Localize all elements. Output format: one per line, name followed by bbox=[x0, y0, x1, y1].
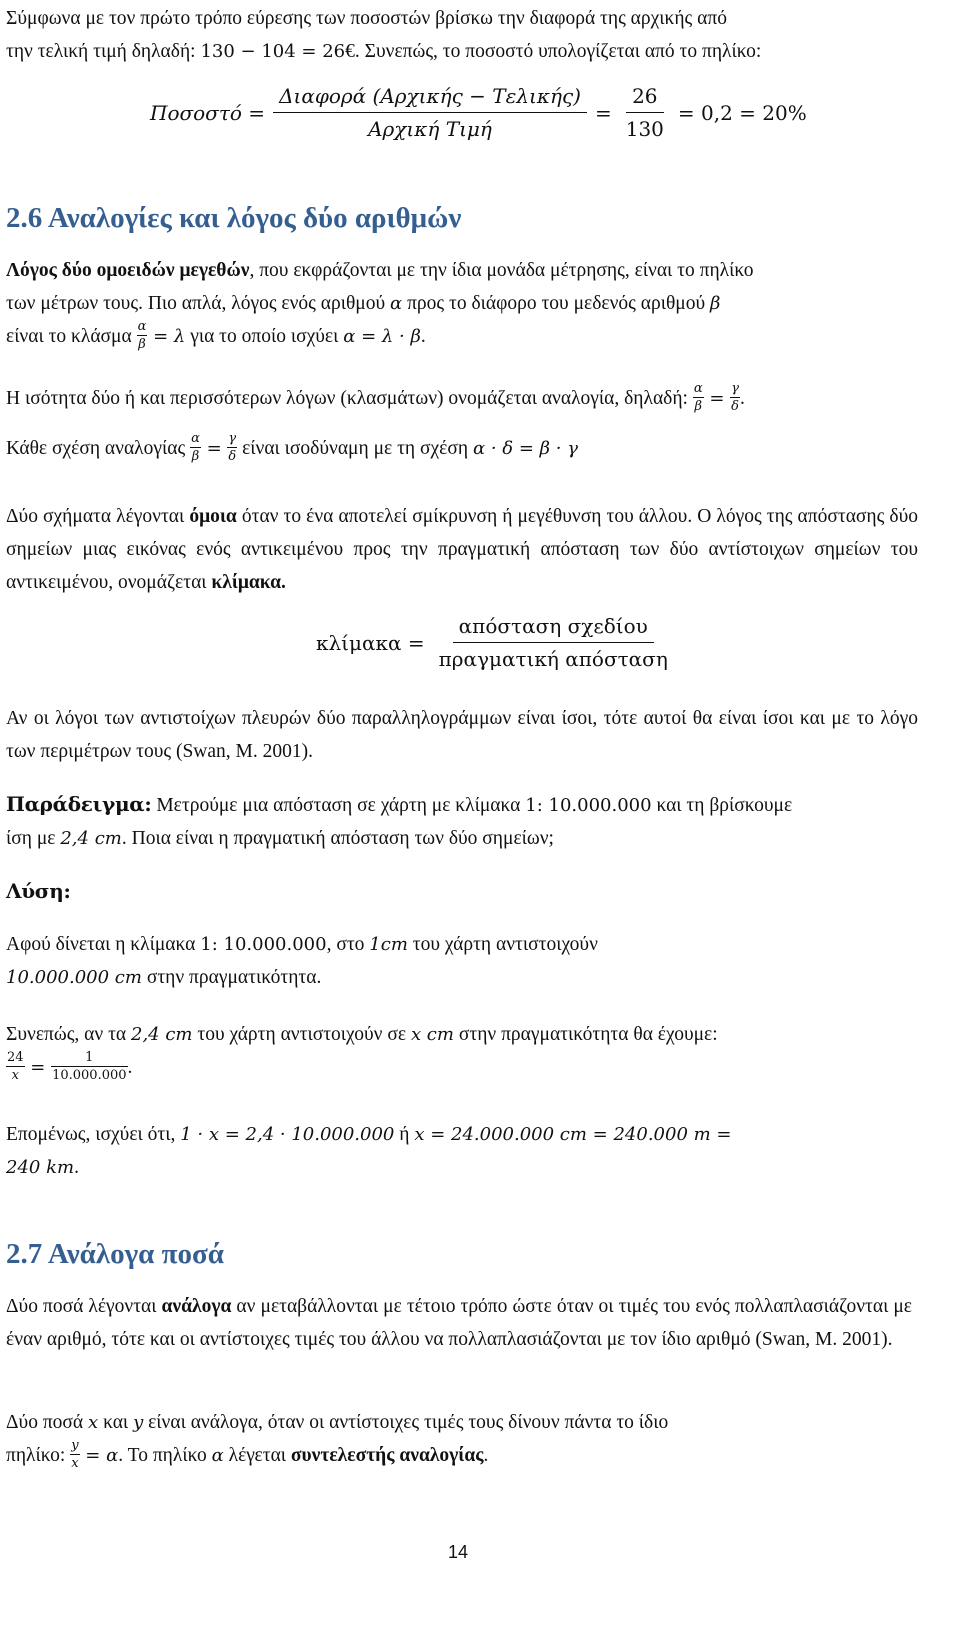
step3-or: ή bbox=[394, 1124, 415, 1145]
quot-text1: Δύο ποσά bbox=[6, 1412, 89, 1433]
step3-end: . bbox=[74, 1157, 79, 1178]
example-label: Παράδειγμα: bbox=[6, 792, 152, 816]
frac-alpha-beta-2 bbox=[190, 432, 201, 463]
example-text1: Μετρούμε μια απόσταση σε χάρτη με κλίμακα bbox=[151, 795, 526, 816]
scale-formula bbox=[316, 614, 682, 671]
quot-text6: λέγεται bbox=[223, 1445, 291, 1466]
solution-step1 bbox=[6, 928, 958, 994]
proportion-relation bbox=[6, 432, 958, 465]
proportional-term: ανάλογα bbox=[161, 1296, 232, 1317]
intro-math: 130 − 104 = 26 bbox=[200, 41, 346, 62]
scale-denominator: πραγματική απόσταση bbox=[438, 647, 668, 671]
frac-den: β bbox=[191, 449, 200, 465]
frac-num: 24 bbox=[7, 1050, 24, 1066]
formula-eq: = bbox=[594, 100, 612, 125]
frac-den: x bbox=[11, 1068, 19, 1084]
ratio-text5: για το οποίο ισχύει bbox=[185, 326, 344, 347]
intro-paragraph bbox=[6, 2, 958, 68]
frac-den: x bbox=[71, 1456, 79, 1472]
step1-text3: του χάρτη αντιστοιχούν bbox=[407, 934, 598, 955]
prop-text2: αν μεταβάλλονται με τέτοιο τρόπο ώστε όταν οι τιμές του ενός πολλαπλασιάζονται με έναν αριθμό, τότε και οι αντίστοιχες τιμές του άλλου να πολλαπλασιάζονται με τον ίδιο αριθμό (Swan, M. 2001). bbox=[6, 1296, 912, 1350]
eq-sign: = bbox=[703, 388, 731, 409]
solution-step2 bbox=[6, 1018, 918, 1084]
frac-1-scale bbox=[51, 1051, 127, 1082]
frac-num: y bbox=[71, 1438, 79, 1454]
step3-math3: 240 km bbox=[6, 1157, 75, 1178]
step1-text2: , στο bbox=[326, 934, 370, 955]
frac-num: α bbox=[191, 431, 200, 447]
quot-end: . bbox=[483, 1445, 489, 1466]
solution-label: Λύση: bbox=[6, 879, 71, 903]
ratio-text1: , που εκφράζονται με την ίδια μονάδα μέτρησης, είναι το πηλίκο bbox=[249, 260, 754, 281]
ratio-text4: είναι το κλάσμα bbox=[6, 326, 137, 347]
formula-denominator2: 130 bbox=[625, 117, 664, 141]
example-scale: 1: 10.000.000 bbox=[525, 795, 652, 816]
var-x: x bbox=[88, 1412, 99, 1433]
formula-lhs: Ποσοστό = bbox=[150, 100, 266, 125]
frac-num: α bbox=[137, 319, 147, 335]
step1-cm: 1cm bbox=[369, 934, 408, 955]
alpha-symbol: α bbox=[390, 293, 403, 314]
intro-line2a: την τελική τιμή δηλαδή: bbox=[6, 41, 201, 62]
proportion-end: . bbox=[740, 388, 745, 409]
ratio-text3: προς το διάφορο του μεδενός αριθμού bbox=[402, 293, 711, 314]
frac-den: β bbox=[138, 337, 146, 353]
prop-text1: Δύο ποσά λέγονται bbox=[6, 1296, 162, 1317]
formula-denominator: Αρχική Τιμή bbox=[368, 117, 492, 141]
intro-line2b: €. Συνεπώς, το ποσοστό υπολογίζεται από το πηλίκο: bbox=[345, 41, 762, 62]
section-2-7-heading: 2.7 Ανάλογα ποσά bbox=[6, 1238, 224, 1270]
quot-text4: πηλίκο: bbox=[6, 1445, 71, 1466]
frac-den: 10.000.000 bbox=[52, 1068, 127, 1084]
solution-label-line bbox=[6, 875, 958, 909]
formula-fraction2 bbox=[620, 84, 670, 141]
example-length: 2,4 cm bbox=[60, 828, 122, 849]
formula-numerator: Διαφορά (Αρχικής − Τελικής) bbox=[273, 84, 587, 113]
step1-text1: Αφού δίνεται η κλίμακα bbox=[6, 934, 201, 955]
proportion-definition bbox=[6, 382, 922, 415]
alpha-over-beta bbox=[137, 320, 148, 351]
ratio-equation: α = λ · β bbox=[343, 326, 421, 347]
var-y: y bbox=[133, 1412, 144, 1433]
frac-alpha-beta bbox=[693, 382, 704, 413]
solution-step3 bbox=[6, 1118, 958, 1184]
step2-text2: του χάρτη αντιστοιχούν σε bbox=[192, 1024, 411, 1045]
similar-term: όμοια bbox=[189, 506, 237, 527]
step2-text3: στην πραγματικότητα θα έχουμε: bbox=[453, 1024, 718, 1045]
parallelogram-paragraph: Αν οι λόγοι των αντιστοίχων πλευρών δύο παραλληλογράμμων είναι ίσοι, τότε αυτοί θα είναι ίσοι και με το λόγο των περιμέτρων τους (Swan, M. 2001). bbox=[6, 708, 918, 762]
similar-shapes-paragraph bbox=[6, 500, 918, 599]
step3-math1: 1 · x = 2,4 · 10.000.000 bbox=[180, 1124, 395, 1145]
scale-lhs: κλίμακα = bbox=[316, 630, 425, 655]
eq-alpha: = α bbox=[79, 1445, 119, 1466]
quot-text2: και bbox=[98, 1412, 134, 1433]
proportional-definition bbox=[6, 1290, 912, 1356]
step2-length: 2,4 cm bbox=[131, 1024, 193, 1045]
frac-num: 1 bbox=[51, 1051, 127, 1067]
formula-fraction bbox=[273, 84, 587, 141]
step3-text1: Επομένως, ισχύει ότι, bbox=[6, 1124, 181, 1145]
section-2-6-heading: 2.6 Αναλογίες και λόγος δύο αριθμών bbox=[6, 202, 462, 234]
proportion-text: Η ισότητα δύο ή και περισσότερων λόγων (κλασμάτων) ονομάζεται αναλογία, δηλαδή: bbox=[6, 388, 693, 409]
step2-text1: Συνεπώς, αν τα bbox=[6, 1024, 131, 1045]
step1-scale: 1: 10.000.000 bbox=[200, 934, 327, 955]
scale-fraction bbox=[433, 614, 674, 671]
cross-product: α · δ = β · γ bbox=[472, 438, 578, 459]
frac-gamma-delta-2 bbox=[227, 432, 237, 463]
frac-24-x bbox=[6, 1051, 25, 1082]
intro-line1: Σύμφωνα με τον πρώτο τρόπο εύρεσης των ποσοστών βρίσκω την διαφορά της αρχικής από bbox=[6, 8, 727, 29]
quot-text5: . Το πηλίκο bbox=[118, 1445, 212, 1466]
step1-text4: στην πραγματικότητα. bbox=[141, 967, 322, 988]
frac-den: β bbox=[694, 399, 702, 415]
proportional-quotient bbox=[6, 1406, 958, 1472]
step3-math2: x = 24.000.000 cm = 240.000 m = bbox=[414, 1124, 732, 1145]
relation-text2: είναι ισοδύναμη με τη σχέση bbox=[237, 438, 473, 459]
step1-value: 10.000.000 cm bbox=[6, 967, 142, 988]
ratio-end: . bbox=[420, 326, 426, 347]
scale-numerator: απόσταση σχεδίου bbox=[453, 614, 654, 643]
ratio-definition bbox=[6, 254, 958, 353]
eq-sign: = bbox=[200, 438, 228, 459]
ratio-text2: των μέτρων τους. Πιο απλά, λόγος ενός αριθμού bbox=[6, 293, 391, 314]
frac-y-x bbox=[70, 1439, 79, 1470]
frac-den: δ bbox=[228, 449, 237, 465]
similar-text1: Δύο σχήματα λέγονται bbox=[6, 506, 190, 527]
scale-term: κλίμακα. bbox=[211, 572, 286, 593]
step2-end: . bbox=[127, 1057, 133, 1078]
frac-den: δ bbox=[731, 399, 739, 415]
percentage-formula bbox=[150, 84, 807, 141]
relation-text1: Κάθε σχέση αναλογίας bbox=[6, 438, 191, 459]
page-number: 14 bbox=[447, 1542, 469, 1562]
alpha-symbol: α bbox=[211, 1445, 224, 1466]
example-text3: ίση με bbox=[6, 828, 61, 849]
eq-sign: = bbox=[24, 1057, 52, 1078]
frac-num: γ bbox=[228, 431, 237, 447]
frac-num: α bbox=[693, 381, 703, 397]
example-paragraph bbox=[6, 788, 926, 855]
frac-gamma-delta bbox=[730, 382, 740, 413]
example-text2: και τη βρίσκουμε bbox=[651, 795, 793, 816]
ratio-term: Λόγος δύο ομοειδών μεγεθών bbox=[6, 260, 250, 281]
beta-symbol: β bbox=[710, 293, 721, 314]
example-question: . Ποια είναι η πραγματική απόσταση των δύο σημείων; bbox=[121, 828, 554, 849]
frac-num: γ bbox=[731, 381, 739, 397]
lambda-eq: = λ bbox=[147, 326, 186, 347]
similar-text2: όταν το ένα αποτελεί σμίκρυνση ή μεγέθυνση του άλλου. Ο λόγος της απόστασης δύο σημείων μιας εικόνας ενός αντικειμένου προς την πραγματική απόσταση των δύο αντίστοιχων σημείων του αντικειμένου, ονομάζεται bbox=[6, 506, 918, 593]
quot-text3: είναι ανάλογα, όταν οι αντίστοιχες τιμές τους δίνουν πάντα το ίδιο bbox=[143, 1412, 669, 1433]
formula-numerator2: 26 bbox=[626, 84, 663, 113]
step2-x: x cm bbox=[410, 1024, 454, 1045]
coefficient-term: συντελεστής αναλογίας bbox=[290, 1445, 484, 1466]
formula-rhs: = 0,2 = 20% bbox=[677, 100, 807, 125]
